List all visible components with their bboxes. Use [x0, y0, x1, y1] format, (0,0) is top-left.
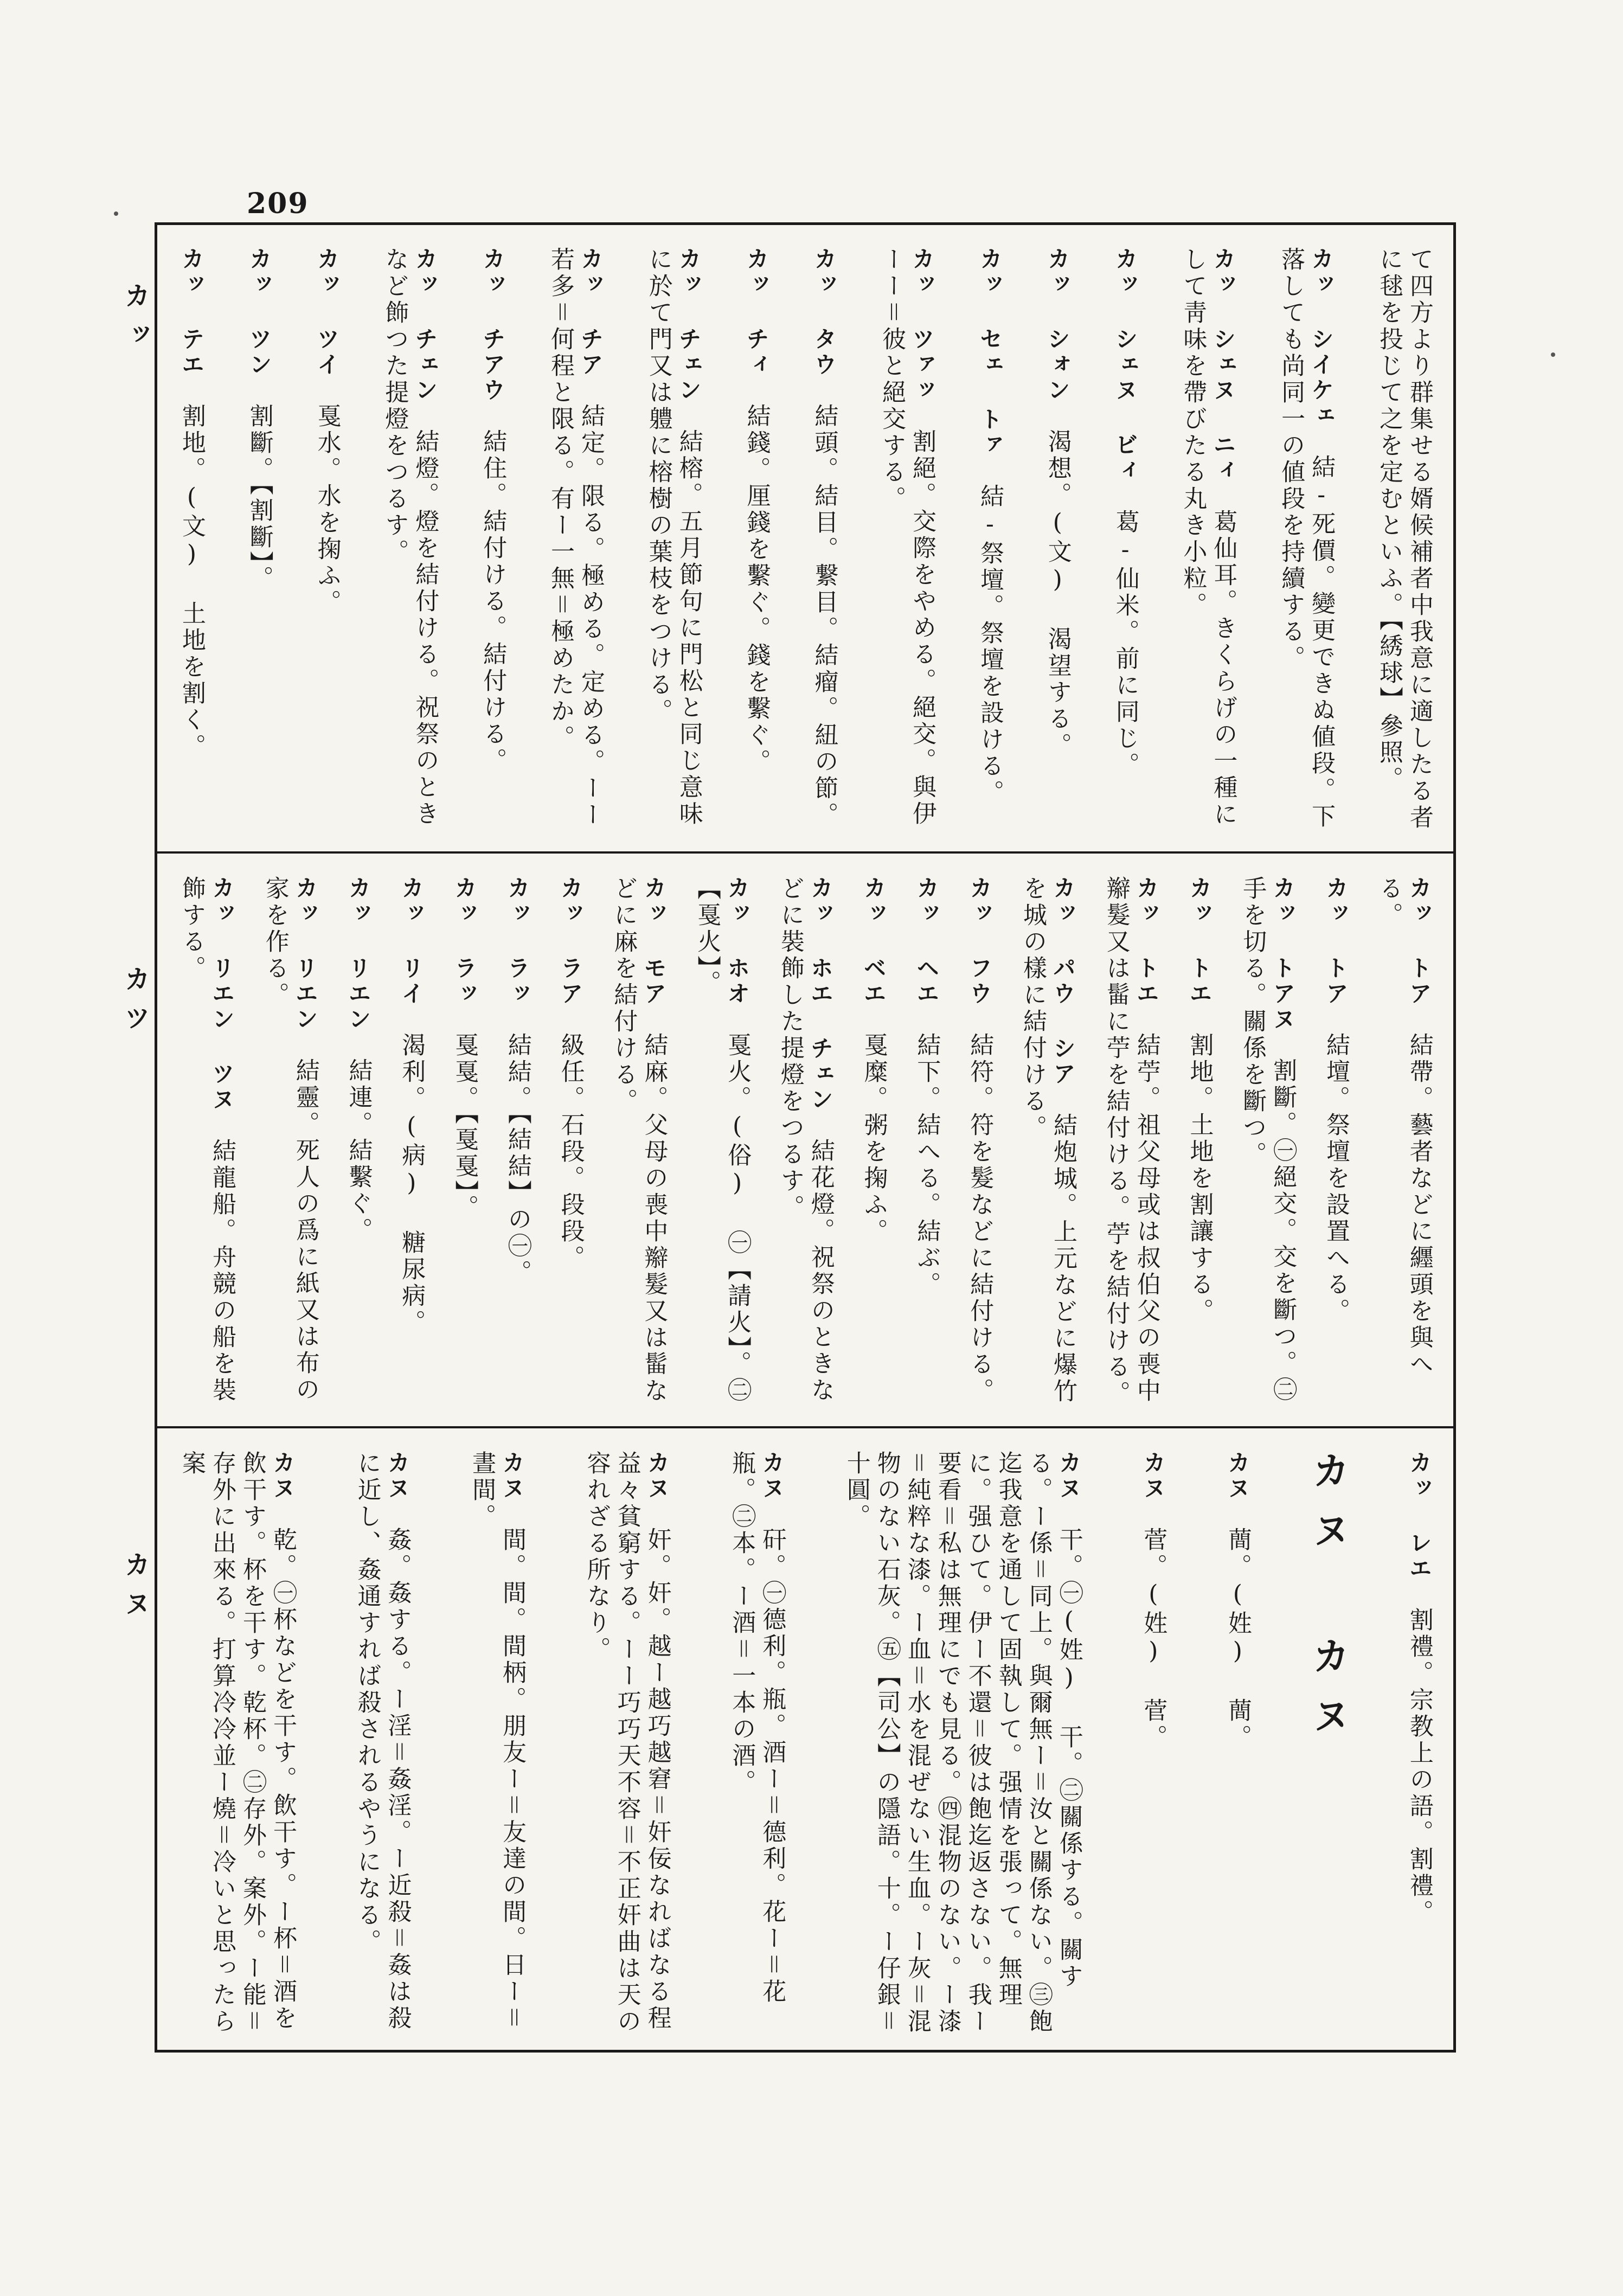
entry-headword: カッ トエ	[1186, 876, 1213, 1032]
entry-definition: 割禮。宗教上の語。割禮。	[1405, 1607, 1433, 1926]
dictionary-entry	[379, 247, 440, 835]
entry-definition: て四方より群集せる婿候補者中我意に適したる者に毬を投じて之を定むといふ。【綉球】參照。	[1375, 247, 1433, 831]
entry-headword: カヌ	[759, 1451, 786, 1527]
section-heading: カヌ カヌ	[1306, 1451, 1351, 1755]
entry-headword: カッ トア	[1323, 876, 1350, 1032]
entry-definition: 結炮城。上元などに爆竹を城の樣に結付ける。	[1018, 876, 1077, 1405]
entry-headword: カッ リイ	[398, 876, 425, 1032]
entry-headword: カッ シェヌ ニィ	[1210, 247, 1237, 509]
entry-headword: カッ パウ シア	[1049, 876, 1076, 1113]
entry-definition: 結定。限る。極める。定める。ーー若多＝何程と限る。有ー一無＝極めたか。	[546, 247, 605, 829]
dictionary-entry	[1374, 247, 1434, 835]
entry-definition: 結-祭壇。祭壇を設ける。	[976, 484, 1004, 806]
dictionary-entry	[841, 1451, 1084, 2036]
entry-definition: 結龍船。舟競の船を裝飾する。	[178, 876, 236, 1404]
dictionary-entry	[1138, 1451, 1168, 2036]
entry-headword: カッ テエ	[178, 247, 205, 403]
entry-headword: カッ ラア	[557, 876, 584, 1032]
dictionary-entry	[449, 876, 479, 1410]
entry-headword: カッ シイケェ	[1308, 247, 1335, 454]
entry-headword: カッ トア	[1406, 876, 1433, 1032]
entry-definition: 割地。土地を割讓する。	[1185, 1032, 1214, 1325]
dictionary-entry	[502, 876, 533, 1410]
entry-definition: 菅。(姓) 菅。	[1139, 1527, 1167, 1751]
dictionary-entry	[809, 247, 839, 835]
dictionary-entry	[608, 876, 669, 1410]
entry-definition: 干。㊀(姓) 干。㊁關係する。關する。ー係＝同上。與爾無ー＝汝と關係ない。㊂飽迄我意を通して固執して。强情を張って。無理に。强ひて。伊ー不還＝彼は飽迄返さない。我ー要看＝私は無理にでも見る。㊃混物のない。ー漆＝純粹な漆。ー血＝水を混ぜない生血。ー灰＝混物のない石灰。㊄【司公】の隱語。十。ー仔銀＝十圓。	[842, 1451, 1083, 2035]
entry-headword: カッ レエ	[1406, 1451, 1433, 1607]
entry-definition: 結帶。藝者などに纒頭を與へる。	[1375, 876, 1433, 1378]
entry-definition: 結連。結繫ぐ。	[344, 1058, 373, 1244]
dictionary-entry	[545, 247, 606, 835]
entry-definition: 戛糜。粥を掬ふ。	[859, 1032, 888, 1245]
dictionary-entry	[1275, 247, 1336, 835]
dictionary-entry	[741, 247, 772, 835]
entry-headword: カヌ	[384, 1451, 411, 1527]
entry-headword: カッ セェ トァ	[976, 247, 1003, 484]
dictionary-entry	[244, 247, 274, 835]
dictionary-entry	[691, 876, 752, 1410]
entry-definition: 結錢。厘錢を繫ぐ。錢を繫ぐ。	[742, 403, 771, 775]
entry-definition: 結符。符を髮などに結付ける。	[966, 1032, 994, 1404]
dictionary-entry	[260, 876, 320, 1410]
entry-headword: カッ ホオ	[724, 876, 751, 1032]
entry-headword: カヌ	[1140, 1451, 1167, 1527]
entry-headword: カッ フウ	[966, 876, 993, 1032]
entry-definition: 結-死價。變更できぬ値段。下落しても尚同一の値段を持續する。	[1277, 247, 1336, 830]
section-top	[157, 225, 1453, 851]
dictionary-entry	[876, 247, 937, 835]
dictionary-entry	[352, 1451, 413, 2036]
dictionary-entry	[1374, 876, 1434, 1410]
dictionary-entry	[726, 1451, 787, 2036]
entry-definition: 戛水。水を掬ふ。	[313, 403, 341, 616]
side-label-katsu-1: カッ	[120, 282, 150, 360]
entry-definition: 結靈。死人の爲に紙又は布の家を作る。	[261, 876, 319, 1403]
print-speck	[1551, 352, 1555, 357]
dictionary-entry	[775, 876, 836, 1410]
entry-definition: 割地。(文) 土地を割く。	[178, 403, 206, 760]
entry-definition: 渴利。(病) 糖尿病。	[397, 1032, 426, 1336]
entry-definition: 葛-仙米。前に同じ。	[1111, 509, 1139, 779]
entry-definition: 蕳。(姓) 蕳。	[1223, 1527, 1252, 1751]
section-bottom	[157, 1429, 1453, 2053]
dictionary-entry	[1177, 247, 1238, 835]
entry-headword: カッ ツァッ	[909, 247, 936, 429]
entry-headword: カッ チア	[577, 247, 604, 403]
print-speck	[114, 211, 118, 216]
entry-headword: カッ シォン	[1044, 247, 1071, 429]
dictionary-entry	[466, 1451, 527, 2036]
entry-definition: 結結。【結結】の㊀。	[503, 1032, 531, 1286]
entry-columns	[176, 247, 1434, 835]
entry-headword: カヌ	[499, 1451, 526, 1527]
dictionary-entry	[1404, 1451, 1434, 2036]
dictionary-frame	[155, 222, 1456, 2053]
dictionary-entry	[555, 876, 586, 1410]
dictionary-entry	[176, 876, 237, 1410]
dictionary-entry	[1101, 876, 1162, 1410]
section-divider	[157, 851, 1453, 854]
entry-headword: カッ チェン	[412, 247, 439, 429]
side-label-kanu: カヌ	[120, 1551, 150, 1629]
entry-definition: 乾。㊀杯などを干す。飲干す。ー杯＝酒を飲干す。杯を干す。乾杯。㊁存外。案外。ー能＝存外に出來る。打算冷冷並ー燒＝冷いと思ったら案	[178, 1451, 297, 2035]
dictionary-entry	[643, 247, 704, 835]
entry-definition: 奸。奸。越ー越巧越窘＝奸佞なればなる程益々貧窮する。ーー巧巧天不容＝不正奸曲は天の容れざる所なり。	[582, 1451, 671, 2035]
entry-headword: カッ トアヌ	[1269, 876, 1297, 1058]
entry-headword: カッ ラッ	[451, 876, 478, 1032]
dictionary-entry	[343, 876, 374, 1410]
entry-headword: カッ ベエ	[860, 876, 887, 1032]
dictionary-entry	[1017, 876, 1078, 1410]
dictionary-entry	[581, 1451, 672, 2036]
dictionary-entry	[176, 247, 207, 835]
entry-definition: 結壇。祭壇を設置へる。	[1322, 1032, 1350, 1325]
entry-headword: カッ リエン	[292, 876, 319, 1058]
entry-definition: 葛仙耳。きくらげの一種にして靑味を帶びたる丸き小粒。	[1179, 247, 1237, 828]
entry-definition: 姦。姦する。ー淫＝姦淫。ー近殺＝姦は殺に近し、姦通すれば殺されるやうになる。	[353, 1451, 412, 2032]
dictionary-entry	[1042, 247, 1073, 835]
entry-headword: カヌ	[1055, 1451, 1082, 1527]
entry-definition: 割斷。㊀絕交。交を斷つ。㊁手を切る。關係を斷つ。	[1239, 876, 1297, 1403]
entry-headword: カヌ	[644, 1451, 671, 1527]
entry-definition: 割斷。【割斷】。	[245, 403, 273, 592]
entry-definition: 結下。結へる。結ぶ。	[913, 1032, 941, 1298]
dictionary-entry	[858, 876, 889, 1410]
entry-headword: カッ トエ	[1133, 876, 1160, 1032]
dictionary-entry	[911, 876, 941, 1410]
entry-definition: 結花燈。祝祭のときなどに裝飾した提燈をつるす。	[776, 876, 835, 1404]
entry-headword: カヌ	[1224, 1451, 1251, 1527]
entry-headword: カッ リエン	[345, 876, 372, 1058]
entry-definition: 結燈。燈を結付ける。祝祭のときなど飾つた提燈をつるす。	[381, 247, 439, 828]
page-number: 209	[247, 187, 309, 220]
dictionary-entry	[477, 247, 508, 835]
entry-headword: カッ チアウ	[479, 247, 506, 429]
entry-definition: 結麻。父母の喪中辮髮又は髷などに麻を結付ける。	[610, 876, 668, 1404]
entry-definition: 渴想。(文) 渴望する。	[1043, 429, 1072, 759]
dictionary-entry	[964, 876, 995, 1410]
section-divider	[157, 1426, 1453, 1428]
entry-headword: カッ チィ	[743, 247, 770, 403]
dictionary-entry	[312, 247, 342, 835]
dictionary-entry	[1237, 876, 1298, 1410]
entry-definition: 戛火。(俗) ㊀【請火】。㊁【戛火】。	[693, 876, 752, 1404]
entry-headword: カッ リエン ツヌ	[209, 876, 235, 1138]
entry-headword: カッ ツン	[246, 247, 273, 403]
dictionary-entry	[1110, 247, 1140, 835]
entry-definition: 割絕。交際をやめる。絕交。與伊ーー＝彼と絕交する。	[878, 247, 936, 828]
entry-headword: カッ ラッ	[504, 876, 531, 1032]
entry-definition: 結苧。祖父母或は叔伯父の喪中辮髮又は髷に苧を結付ける。苧を結付ける。	[1102, 876, 1160, 1407]
entry-headword: カッ シェヌ ビィ	[1112, 247, 1139, 509]
side-label-katsu-2: カツ	[120, 965, 150, 1043]
entry-definition: 間。間。間柄。朋友ー＝友達の間。日ー＝晝間。	[468, 1451, 527, 2032]
dictionary-entry	[1222, 1451, 1253, 2036]
entry-headword: カッ モア	[640, 876, 668, 1032]
entry-headword: カッ ホエ チェン	[807, 876, 834, 1138]
entry-headword: カッ チェン	[675, 247, 702, 429]
dictionary-entry	[1320, 876, 1351, 1410]
entry-columns	[176, 876, 1434, 1410]
entry-definition: 結住。結付ける。結付ける。	[479, 429, 507, 774]
dictionary-entry	[176, 1451, 298, 2036]
section-middle	[157, 854, 1453, 1426]
entry-definition: 戛戛。【戛戛】。	[451, 1032, 479, 1221]
entry-definition: 結榕。五月節句に門松と同じ意味に於て門又は軆に榕樹の葉枝をつける。	[644, 247, 703, 828]
entry-definition: 級任。石段。段段。	[556, 1032, 585, 1272]
dictionary-entry	[974, 247, 1005, 835]
entry-headword: カヌ	[270, 1451, 296, 1527]
entry-definition: 結頭。結目。繋目。結瘤。紐の節。	[810, 403, 838, 829]
dictionary-entry	[1184, 876, 1214, 1410]
entry-headword: カッ タウ	[811, 247, 838, 403]
entry-headword: カッ ヘエ	[913, 876, 940, 1032]
dictionary-entry	[396, 876, 426, 1410]
entry-columns	[176, 1451, 1434, 2036]
entry-definition: 矸。㊀德利。瓶。酒ー＝德利。花ー＝花瓶。㊁本。ー酒＝一本の酒。	[728, 1451, 786, 2005]
entry-headword: カッ ツイ	[313, 247, 341, 403]
